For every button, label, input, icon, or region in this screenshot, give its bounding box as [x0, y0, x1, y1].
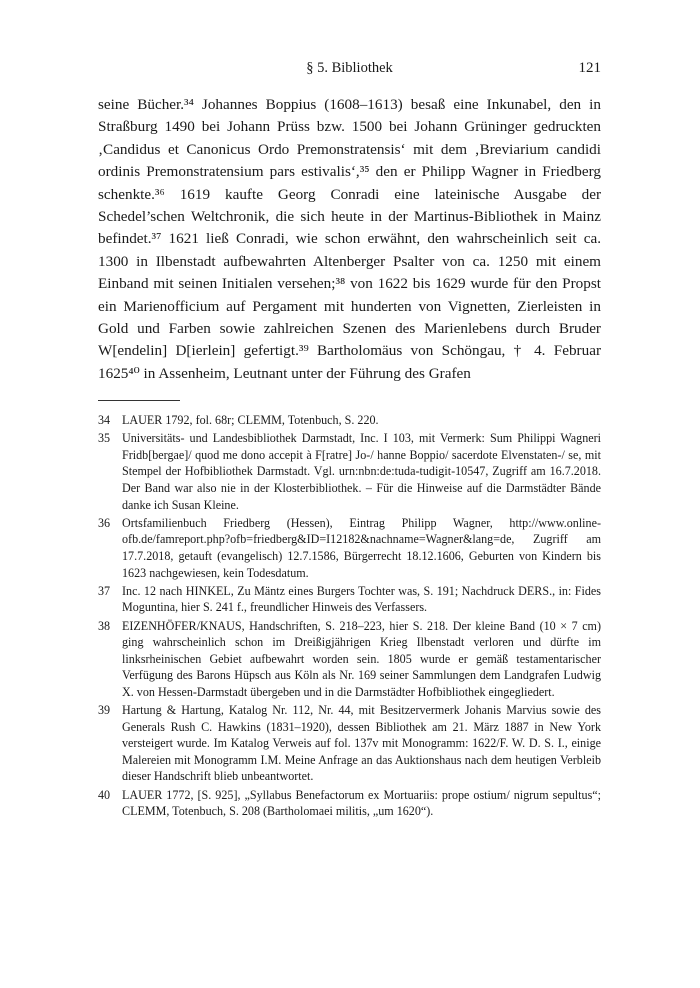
footnote-40	[98, 787, 601, 820]
footnote-number: 34	[98, 413, 111, 427]
footnote-number: 38	[98, 618, 111, 633]
running-head	[98, 60, 601, 82]
footnotes	[98, 412, 601, 821]
footnote-number: 40	[98, 787, 111, 802]
footnote-39	[98, 702, 601, 785]
footnote-separator	[98, 400, 180, 401]
footnote-37	[98, 583, 601, 616]
footnote-number: 35	[98, 431, 111, 446]
footnote-38	[98, 618, 601, 701]
footnote-text: EIZENHÖFER/KNAUS, Handschriften, S. 218–223, hier S. 218. Der kleine Band (10 × 7 cm) ging wahrscheinlich schon im Dreißigjährigen Krieg Ilbenstadt verloren und dürfte im linksrheinischen Gebiet aufbewahrt worden sein. 1805 wurde er gemäß testamentarischer Verfügung des Barons Hüpsch aus Köln als Nr. 169 seiner Sammlungen dem Landgrafen Ludwig X. von Hessen-Darmstadt übergeben und in die Darmstädter Hofbibliothek eingegliedert.	[122, 618, 601, 699]
footnote-34	[98, 412, 601, 429]
footnote-text: LAUER 1792, fol. 68r; CLEMM, Totenbuch, S. 220.	[122, 413, 379, 427]
footnote-text: Ortsfamilienbuch Friedberg (Hessen), Eintrag Philipp Wagner, http://www.online-ofb.de/famreport.php?ofb=friedberg&ID=I12182&nachname=Wagner&lang=de, Zugriff am 17.7.2018, getauft (evangelisch) 12.7.1586, Bürgerrecht 18.12.1606, Geburten von Kindern bis 1623 nachgewiesen, kein Todesdatum.	[122, 515, 601, 580]
footnote-35	[98, 430, 601, 513]
section-title: § 5. Bibliothek	[306, 60, 393, 76]
footnote-number: 36	[98, 515, 111, 530]
footnote-text: Hartung & Hartung, Katalog Nr. 112, Nr. 44, mit Besitzervermerk Johanis Marvius sowie des Generals Rush C. Hawkins (1831–1920), dessen Bibliothek am 21. März 1887 in New York versteigert wurde. Im Katalog Verweis auf fol. 137v mit Monogramm: 1622/F. W. D. S. I., einige Malereien mit Monogramm I.M. Meine Anfrage an das Auktionshaus nach dem heutigen Verbleib dieser Handschrift blieb unbeantwortet.	[122, 703, 601, 784]
footnote-number: 37	[98, 583, 111, 598]
page-number: 121	[578, 60, 601, 76]
body-paragraph: seine Bücher.³⁴ Johannes Boppius (1608–1613) besaß eine Inkunabel, den in Straßburg 1490 bei Johann Prüss bzw. 1500 bei Johann Grüninger gedruckten ‚Candidus et Canonicus Ordo Premonstratensis‘ mit dem ‚Breviarium candidi ordinis Premonstratensium pars estivalis‘,³⁵ den er Philipp Wagner in Friedberg schenkte.³⁶ 1619 kaufte Georg Conradi eine lateinische Ausgabe der Schedel’schen Weltchronik, die sich heute in der Martinus-Bibliothek in Mainz befindet.³⁷ 1621 ließ Conradi, wie schon erwähnt, den wahrscheinlich seit ca. 1300 in Ilbenstadt aufbewahrten Altenberger Psalter von ca. 1250 mit einem Einband mit seinen Initialen versehen;³⁸ von 1622 bis 1629 wurde für den Propst ein Marienofficium auf Pergament mit hunderten von Vignetten, Zierleisten in Gold und Farben sowie zahlreichen Szenen des Marienlebens durch Bruder W[endelin] D[ierlein] gefertigt.³⁹ Bartholomäus von Schöngau, † 4. Februar 1625⁴⁰ in Assenheim, Leutnant unter der Führung des Grafen	[98, 96, 601, 382]
footnote-number: 39	[98, 703, 111, 718]
footnote-text: Universitäts- und Landesbibliothek Darmstadt, Inc. I 103, mit Vermerk: Sum Philippi Wagneri Fridb[bergae]/ quod me dono accepit à F[ratre] Jo-/ hanne Boppio/ sacerdote Elvenstaten-/ se, mit Stempel der Hofbibliothek Darmstadt. Vgl. urn:nbn:de:tuda-tudigit-10547, Zugriff am 16.7.2018. Der Band war also nie in der Klosterbibliothek. – Für die Hinweise auf die Darmstädter Bände danke ich Susan Kleine.	[122, 431, 601, 512]
main-text	[98, 94, 601, 385]
footnote-36	[98, 515, 601, 581]
footnote-text: LAUER 1772, [S. 925], „Syllabus Benefactorum ex Mortuariis: prope ostium/ nigrum sepultus“; CLEMM, Totenbuch, S. 208 (Bartholomaei militis, „um 1620“).	[122, 787, 601, 819]
footnote-text: Inc. 12 nach HINKEL, Zu Mäntz eines Burgers Tochter was, S. 191; Nachdruck DERS., in: Fides Moguntina, hier S. 241 f., freundlicher Hinweis des Verfassers.	[122, 583, 601, 615]
